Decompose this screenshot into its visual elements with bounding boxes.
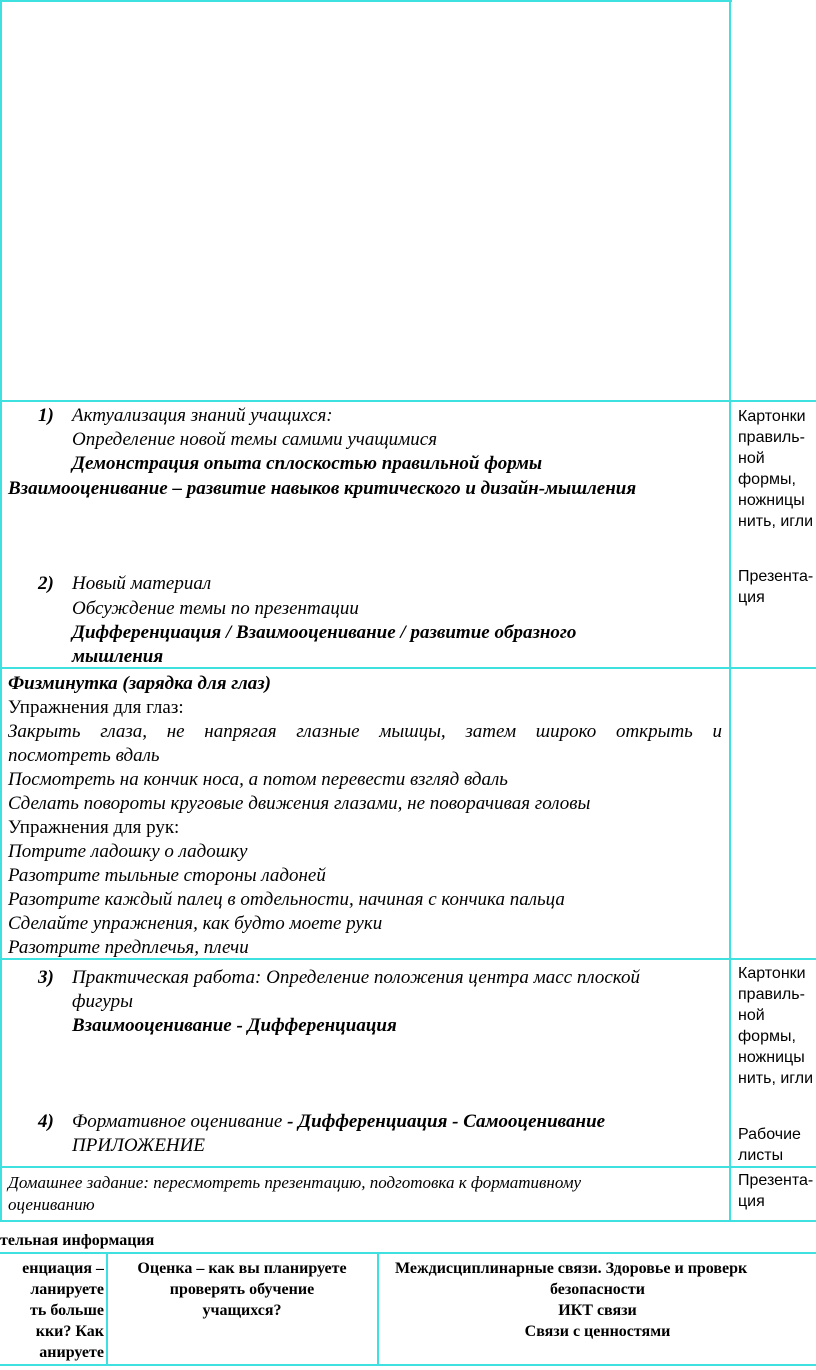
item-title: Практическая работа: Определение положения центра масс плоской: [72, 967, 640, 988]
resource-line: формы,: [738, 471, 796, 488]
resource-line: Презента-: [738, 568, 814, 585]
section-title: Физминутка (зарядка для глаз): [8, 673, 271, 694]
cell-line: проверять обучение: [169, 1281, 315, 1298]
exercise-item: Разотрите тыльные стороны ладоней: [8, 865, 326, 886]
cell-line: ть больше: [30, 1302, 104, 1319]
item-line: Взаимооценивание - Дифференциация: [72, 1015, 397, 1036]
exercise-item: Закрыть глаза, не напрягая глазные мышцы, затем широко открыть и: [8, 721, 722, 742]
resource-line: правиль-: [738, 429, 805, 446]
exercise-item: Посмотреть на кончик носа, а потом перевести взгляд вдаль: [8, 769, 508, 790]
resource-line: ножницы: [738, 1049, 805, 1066]
resource-line: Картонки: [738, 408, 806, 425]
item-title: Новый материал: [72, 573, 212, 594]
cell-line: Междисциплинарные связи. Здоровье и проверк: [395, 1260, 748, 1277]
resource-line: правиль-: [738, 986, 805, 1003]
cell-line: учащихся?: [202, 1302, 282, 1319]
resource-line: листы: [738, 1147, 784, 1164]
cell-line: ланируете: [30, 1281, 104, 1298]
item-title-bold: - Дифференциация - Самооценивание: [287, 1111, 606, 1132]
resources-cell: [738, 406, 813, 532]
item-line: Дифференциация / Взаимооценивание / развитие образного: [72, 622, 577, 643]
table-top-border: [0, 0, 732, 2]
row-divider: [0, 1166, 816, 1168]
cell-line: Связи с ценностями: [524, 1323, 671, 1340]
table-bottom-border: [0, 1364, 816, 1366]
exercise-item: Разотрите каждый палец в отдельности, начиная с кончика пальца: [8, 889, 565, 910]
item-number: 1): [38, 405, 54, 426]
table-column-divider: [729, 0, 731, 1222]
resources-cell: [738, 1170, 813, 1212]
item-title: Актуализация знаний учащихся:: [72, 405, 333, 426]
cell-line: безопасности: [550, 1281, 645, 1298]
exercise-heading: Упражнения для рук:: [8, 817, 180, 838]
cell-line: Оценка – как вы планируете: [137, 1260, 347, 1277]
resource-line: ция: [738, 1193, 765, 1210]
item-line: Определение новой темы самими учащимися: [72, 429, 438, 450]
resource-line: ция: [738, 589, 765, 606]
exercise-item: Потрите ладошку о ладошку: [8, 841, 248, 862]
differentiation-cell: [0, 1258, 104, 1363]
item-title: [72, 1110, 605, 1134]
cell-line: анируете: [39, 1344, 104, 1361]
interdisciplinary-cell: [379, 1258, 816, 1342]
item-number: 4): [38, 1111, 54, 1132]
item-title-italic: Формативное оценивание: [72, 1111, 283, 1132]
exercise-heading: Упражнения для глаз:: [8, 697, 184, 718]
resource-line: ножницы: [738, 492, 805, 509]
cell-line: кки? Как: [35, 1323, 104, 1340]
resource-line: Презента-: [738, 1172, 814, 1189]
resource-line: ной: [738, 450, 765, 467]
table-left-border: [0, 0, 2, 1222]
item-number: 2): [38, 573, 54, 594]
resources-cell: [738, 963, 813, 1089]
resource-line: ной: [738, 1007, 765, 1024]
row-divider: [0, 1220, 816, 1222]
resource-line: нить, игли: [738, 1070, 814, 1087]
resource-line: формы,: [738, 1028, 796, 1045]
homework-text: Домашнее задание: пересмотреть презентацию, подготовка к формативному: [8, 1173, 582, 1192]
cell-line: ИКТ связи: [558, 1302, 637, 1319]
assessment-cell: [108, 1258, 376, 1321]
cell-line: енциация –: [22, 1260, 104, 1277]
homework-text: оцениванию: [8, 1195, 95, 1214]
resources-cell: [738, 566, 813, 608]
item-line: Обсуждение темы по презентации: [72, 598, 359, 619]
row-divider: [0, 1252, 816, 1254]
item-line: фигуры: [72, 991, 133, 1012]
exercise-item: Сделайте упражнения, как будто моете руки: [8, 913, 383, 934]
additional-info-heading: тельная информация: [0, 1232, 155, 1249]
row-divider: [0, 400, 816, 402]
item-line: Взаимооценивание – развитие навыков критического и дизайн-мышления: [8, 478, 637, 499]
resource-line: нить, игли: [738, 513, 814, 530]
exercise-item: Разотрите предплечья, плечи: [8, 937, 249, 958]
resource-line: Картонки: [738, 965, 806, 982]
resource-line: Рабочие: [738, 1126, 801, 1143]
item-line: Демонстрация опыта сплоскостью правильной формы: [72, 453, 543, 474]
item-line: мышления: [72, 646, 164, 667]
resources-cell: [738, 1124, 801, 1166]
item-number: 3): [38, 967, 54, 988]
exercise-item: посмотреть вдаль: [8, 745, 160, 766]
item-line: ПРИЛОЖЕНИЕ: [72, 1135, 205, 1156]
exercise-item: Сделать повороты круговые движения глазами, не поворачивая головы: [8, 793, 591, 814]
